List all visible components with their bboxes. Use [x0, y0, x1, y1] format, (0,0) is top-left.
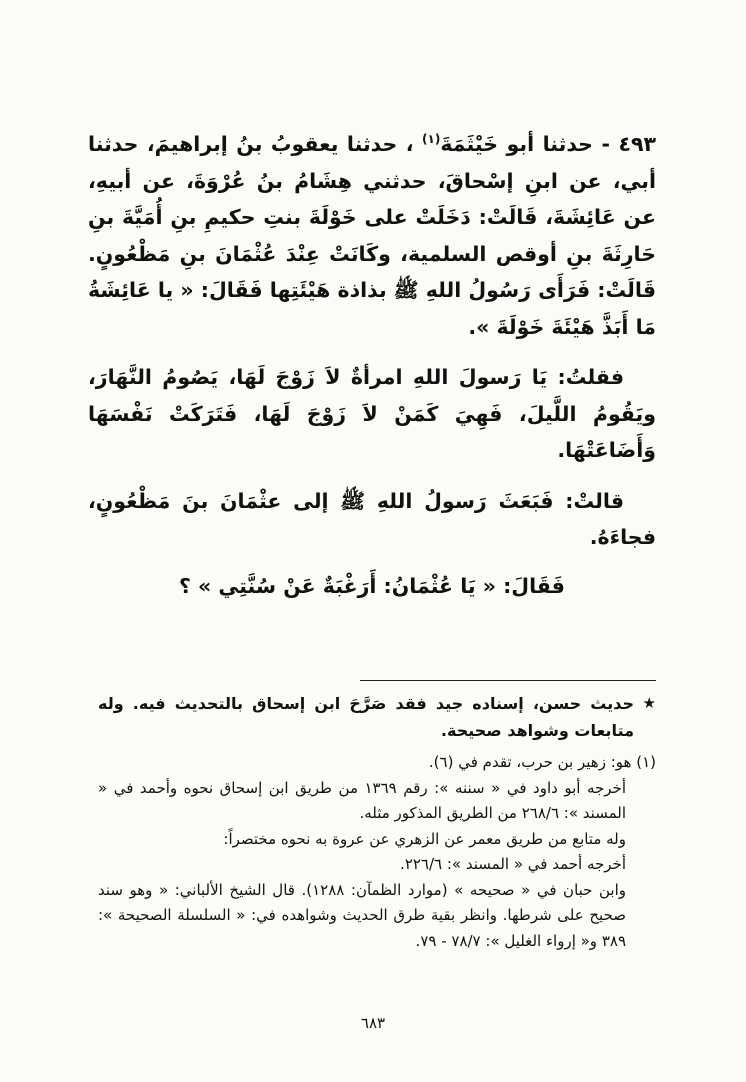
- hadith-body: ، حدثنا يعقوبُ بنُ إبراهيمَ، حدثنا أبي، عن ابنِ إسْحاقَ، حدثني هِشَامُ بنُ عُرْوَةَ، عن أبيهِ، عن عَائِشَةَ، قَالَتْ: دَخَلَتْ على خَوْلَةَ بنتِ حكيمِ بنِ أُمَيَّةَ بنِ حَارِثَةَ بنِ أوقص السلمية، وكَانَتْ عِنْدَ عُثْمَانَ بنِ مَظْعُونٍ. قَالَتْ: فَرَأَى رَسُولُ اللهِ ﷺ بذاذة هَيْئَتِها فَقَالَ: « يا عَائِشَةُ مَا أَبَذَّ هَيْئَةَ خَوْلَةَ ».: [88, 132, 656, 339]
- hadith-paragraph-3: قالتْ: فَبَعَثَ رَسولُ اللهِ ﷺ إلى عثْمَانَ بنَ مَظْعُونٍ، فجاءَهُ.: [88, 488, 656, 549]
- footnote-1-text: هو: زهير بن حرب، تقدم في (٦).: [428, 753, 632, 771]
- takhrij-line-3: أخرجه أحمد في « المسند »: ٢٢٦/٦.: [400, 855, 626, 873]
- hadith-text: [88, 126, 656, 604]
- footnote-divider: [360, 680, 656, 681]
- takhrij-line-4: وابن حبان في « صحيحه » (موارد الظمآن: ١٢٨٨). قال الشيخ الألباني: « وهو سند صحيح على شرطها. وانظر بقية طرق الحديث وشواهده في: « السلسلة الصحيحة »: ٣٨٩ و« إرواء الغليل »: ٧٨/٧ - ٧٩.: [98, 880, 627, 950]
- takhrij-line-1: أخرجه أبو داود في « سننه »: رقم ١٣٦٩ من طريق ابن إسحاق نحوه وأحمد في « المسند »: ٢٦٨/٦ من الطريق المذكور مثله.: [98, 778, 626, 822]
- hadith-paragraph-2: فقلتُ: يَا رَسولَ اللهِ امرأةٌ لاَ زَوْجَ لَهَا، يَصُومُ النَّهَارَ، ويَقُومُ اللَّيلَ، فَهِيَ كَمَنْ لاَ زَوْجَ لَهَا، فَتَرَكَتْ نَفْسَهَا وَأَضَاعَتْهَا.: [88, 365, 656, 462]
- hadith-paragraph-4: فَقَالَ: « يَا عُثْمَانُ: أَرَغْبَةٌ عَنْ سُنَّتِي » ؟: [179, 573, 565, 598]
- grading-note: [98, 690, 656, 744]
- footnotes: [98, 690, 656, 954]
- grading-text: حديث حسن، إسناده جيد فقد صَرَّحَ ابن إسحاق بالتحديث فيه. وله متابعات وشواهد صحيحة.: [98, 694, 634, 740]
- hadith-number: ٤٩٣: [618, 132, 656, 156]
- hadith-paragraph-1: ٤٩٣ - حدثنا أبو خَيْثَمَةَ$^{(١)}$ ، حدثنا يعقوبُ بنُ إبراهيمَ، حدثنا أبي، عن ابنِ إسْحاقَ، حدثني هِشَامُ بنُ عُرْوَةَ، عن أبيهِ، عن عَائِشَةَ، قَالَتْ: دَخَلَتْ على خَوْلَةَ بنتِ حكيمِ بنِ أُمَيَّةَ بنِ حَارِثَةَ بنِ أوقص السلمية، وكَانَتْ عِنْدَ عُثْمَانَ بنِ مَظْعُونٍ. قَالَتْ: فَرَأَى رَسُولُ اللهِ ﷺ بذاذة هَيْئَتِها فَقَالَ: « يا عَائِشَةُ مَا أَبَذَّ هَيْئَةَ خَوْلَةَ ».: [88, 132, 656, 339]
- footnote-ref-1: (١): [422, 132, 441, 147]
- takhrij-line-2: وله متابع من طريق معمر عن الزهري عن عروة به نحوه مختصراً:: [223, 829, 626, 848]
- footnote-1-marker: (١): [636, 753, 656, 771]
- page-number: ٦٨٣: [360, 1014, 386, 1032]
- narrator-opening: حدثنا أبو خَيْثَمَةَ: [440, 132, 593, 156]
- star-icon: ★: [642, 694, 656, 712]
- footnote-1: [98, 750, 656, 776]
